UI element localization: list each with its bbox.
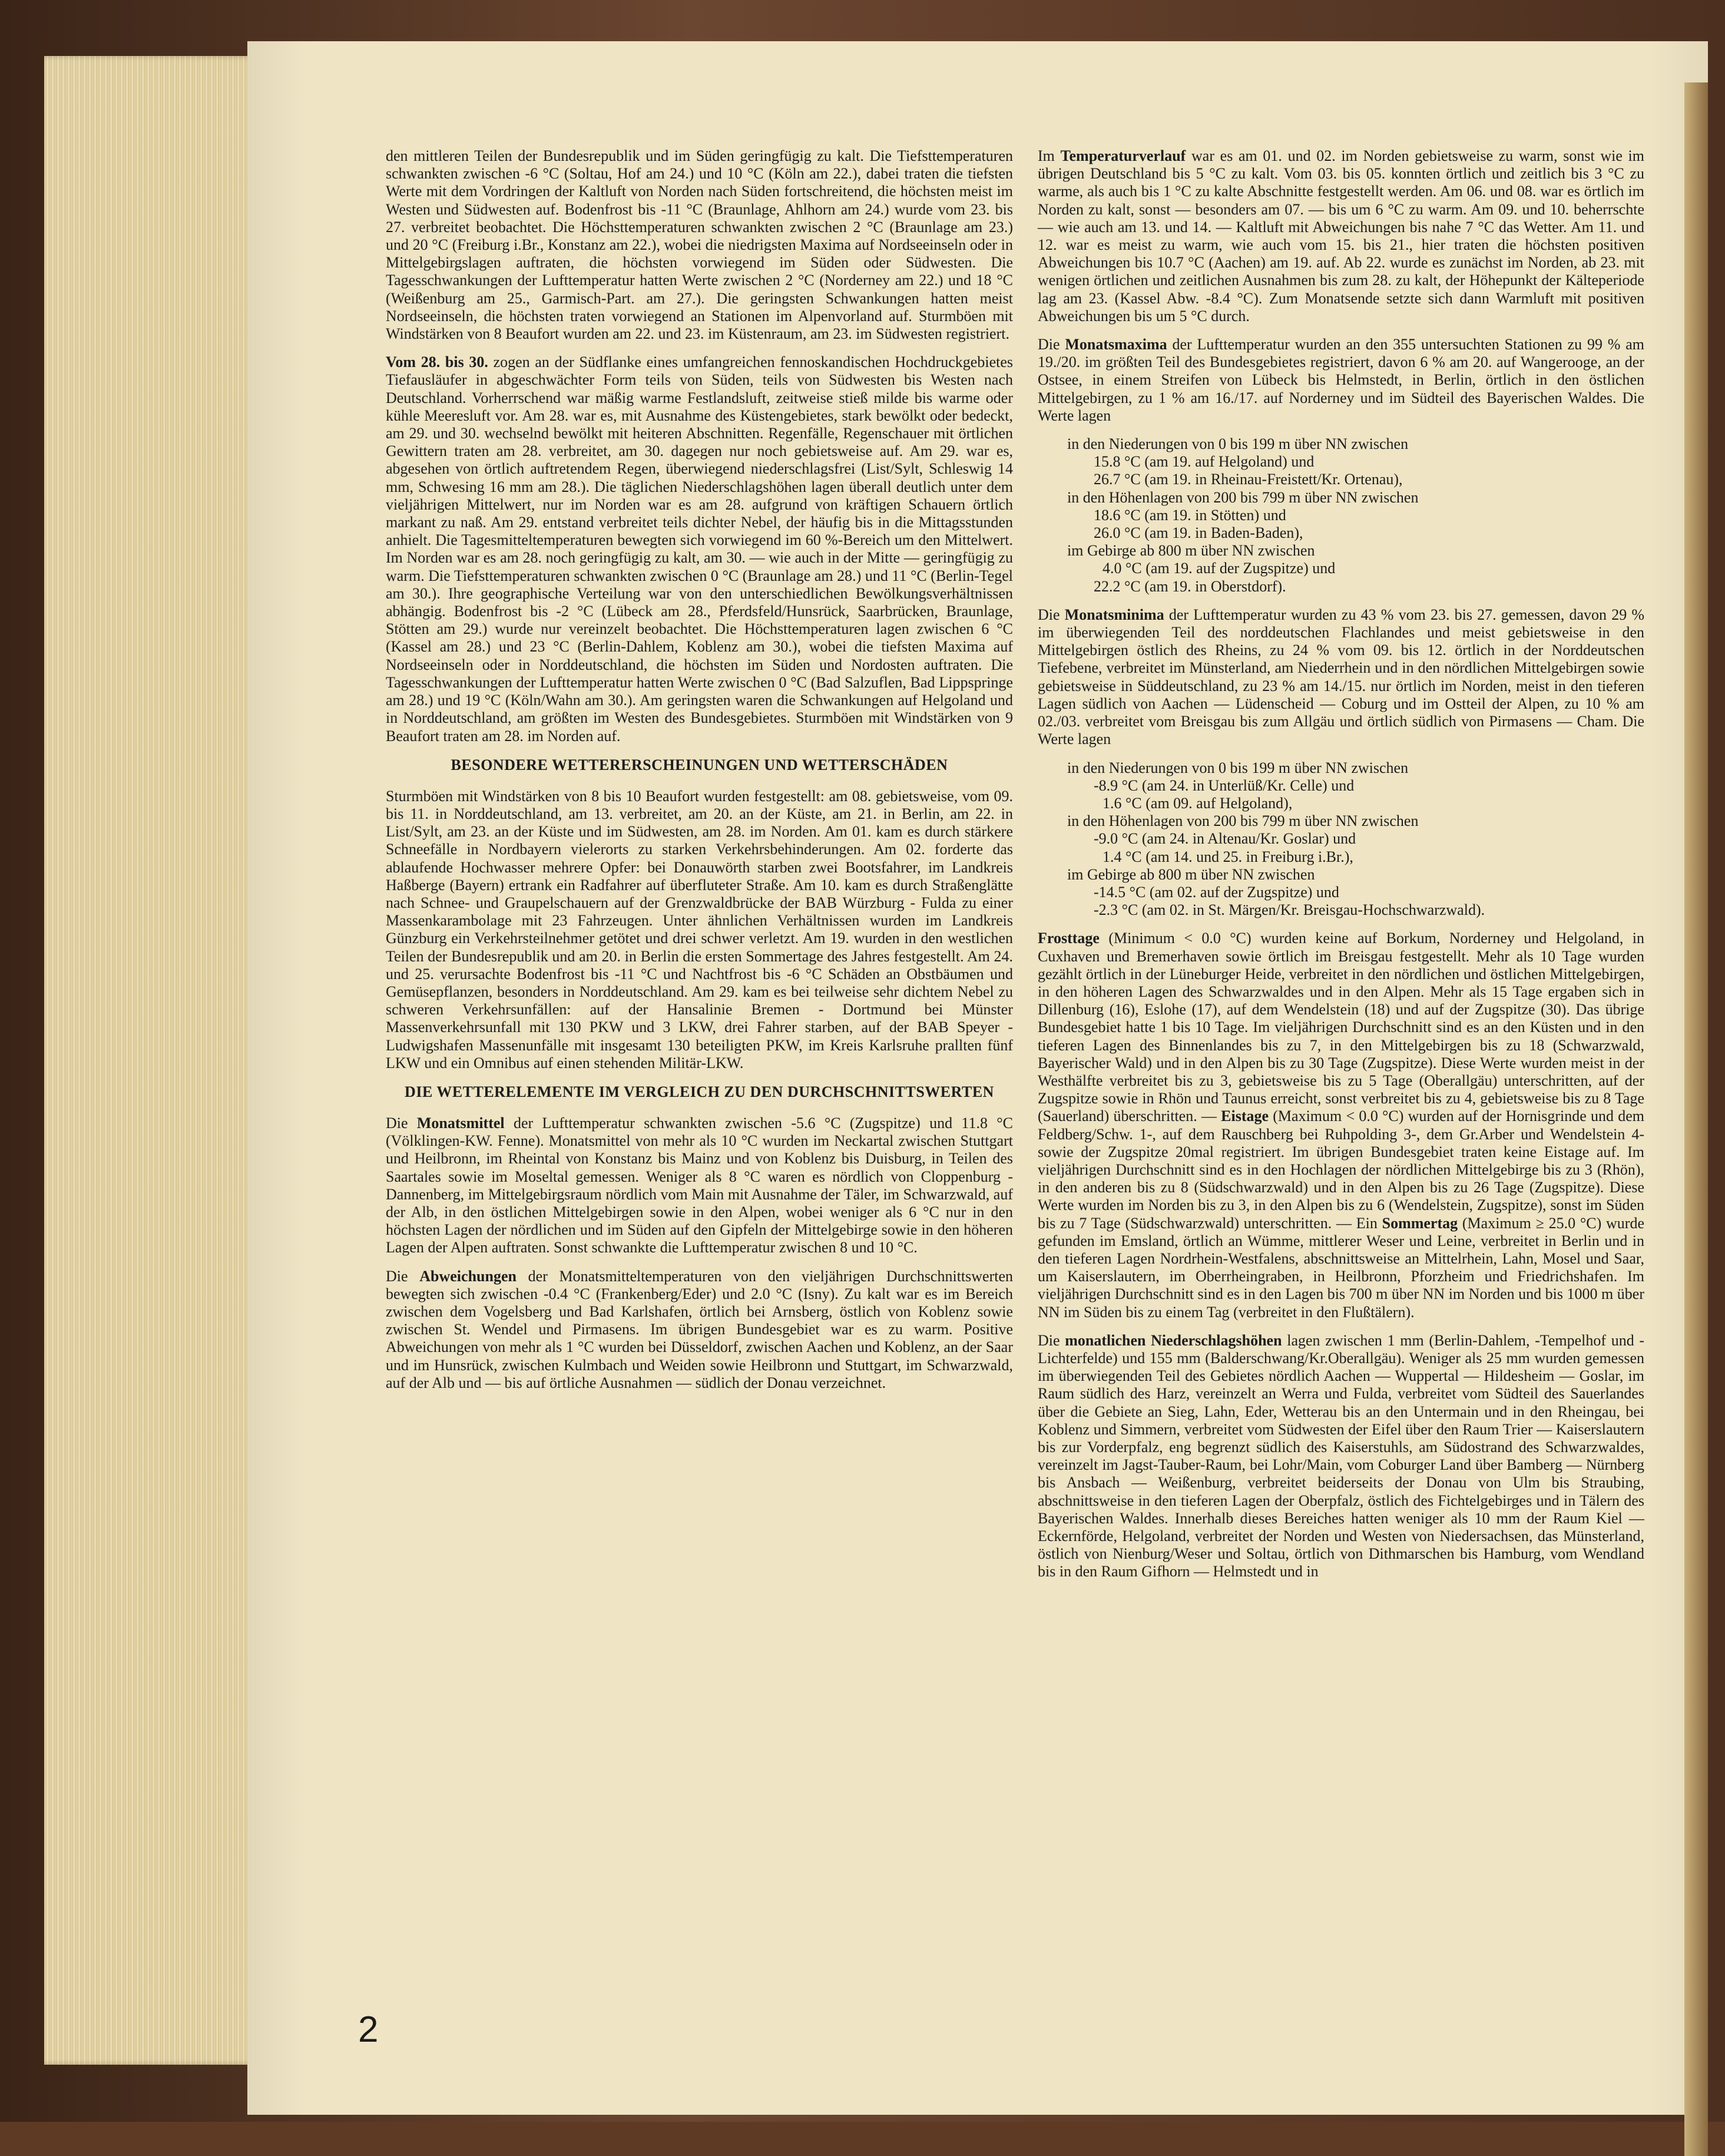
list-item: 1.4 °C (am 14. und 25. in Freiburg i.Br.), (1102, 848, 1353, 865)
book-page-edges (44, 56, 256, 2065)
text-pre: Die (386, 1114, 408, 1132)
paragraph-text: der Monatsmitteltemperaturen von den vieljährigen Durchschnittswerten bewegten sich zwischen -0.4 °C (Frankenberg/Eder) und 2.0 °C (Isny). Zu kalt war es im Bereich zwischen dem Vogelsberg und Bad Karlshafen, örtlich bei Arnsberg, östlich von Koblenz sowie zwischen St. Wendel und Pirmasens. Im übrigen Bundesgebiet war es zu warm. Positive Abweichungen von mehr als 1 °C wurden bei Düsseldorf, zwischen Aachen und Koblenz, an der Saar und im Hunsrück, zwischen Kulmbach und Weiden sowie Heilbronn und Stuttgart, im Schwarzwald, auf der Alb und — bis auf örtliche Ausnahmen — südlich der Donau verzeichnet. (386, 1267, 1014, 1391)
paragraph-deviations (386, 1268, 1013, 1392)
page-number: 2 (358, 2009, 379, 2050)
heading-weather-elements: DIE WETTERELEMENTE IM VERGLEICH ZU DEN DURCHSCHNITTSWERTEN (405, 1083, 994, 1100)
lead-period-28-30: Vom 28. bis 30. (386, 353, 488, 371)
paragraph-frost-days (1038, 930, 1644, 1321)
list-item: -8.9 °C (am 24. in Unterlüß/Kr. Celle) und (1094, 776, 1355, 794)
paragraph-text: (Minimum < 0.0 °C) wurden keine auf Borkum, Norderney und Helgoland, in Cuxhaven und Bremerhaven sowie örtlich im Breisgau festgestellt. Mehr als 10 Tage wurden gezählt örtlich in der Lüneburger Heide, verbreitet in den nördlichen und östlichen Mittelgebirgen, in den höheren Lagen des Schwarzwaldes und in den Alpen. Mehr als 15 Tage ergaben sich in Dillenburg (16), Eslohe (17), auf dem Wendelstein (18) und auf der Zugspitze (30). Das übrige Bundesgebiet hatte 1 bis 10 Tage. Im vieljährigen Durchschnitt sind es an den Küsten und in den tieferen Lagen des Binnenlandes bis zu 7, in den Mittelgebirgen bis zu 18 (Schwarzwald, Bayerischer Wald) und in den Alpen bis zu 30 Tage (Zugspitze). Diese Werte wurden meist in der Westhälfte verbreitet bis zu 3, gebietsweise bis zu 5 Tage (Oberallgäu) unterschritten, auf der Zugspitze sowie in Rhön und Taunus erreicht, sonst verbreitet bis zu 4, gebietsweise bis zu 8 Tage (Sauerland) überschritten. — (1038, 930, 1644, 1125)
paragraph-text: der Lufttemperatur wurden an den 355 untersuchten Stationen zu 99 % am 19./20. im größten Teil des Bundesgebietes registriert, davon 6 % am 20. auf Wangerooge, an der Ostsee, in einem Streifen von Lübeck bis Helmstedt, in Berlin, örtlich in den östlichen Mittelgebirgen, zu 1 % am 16./17. auf Norderney und im Südteil des Bayerischen Waldes. Die Werte lagen (1038, 336, 1645, 424)
paragraph-weather-damage: Sturmböen mit Windstärken von 8 bis 10 Beaufort wurden festgestellt: am 08. gebietsweise, vom 09. bis 11. in Norddeutschland, am 13. verbreitet, am 20. an der Küste, am 21. in Berlin, am 22. in List/Sylt, am 23. an der Küste und im Südwesten, am 28. im Norden. Am 01. kam es durch stärkere Schneefälle in Nordbayern vielerorts zu starken Verkehrsbehinderungen. Am 02. forderte das ablaufende Hochwasser mehrere Opfer: bei Donauwörth starben zwei Bootsfahrer, im Landkreis Haßberge (Bayern) ertrank ein Radfahrer auf überfluteter Straße. Am 10. kam es durch Straßenglätte nach Schnee- und Graupelschauern auf der Grenzwaldbrücke der BAB Würzburg - Fulda zu einer Massenkarambolage mit 23 Fahrzeugen. Unter ähnlichen Verhältnissen wurden im Landkreis Günzburg ein Verkehrsteilnehmer getötet und drei schwer verletzt. Am 19. wurden in den westlichen Teilen der Bundesrepublik und am 20. in Berlin die ersten Sommertage des Jahres festgestellt. Am 24. und 25. verursachte Bodenfrost bis -11 °C und Nachtfrost bis -6 °C Schäden an Obstbäumen und Gemüsepflanzen, besonders in Norddeutschland. Am 29. kam es bei teilweise sehr dichtem Nebel zu schweren Verkehrsunfällen: auf der Hansalinie Bremen - Dortmund bei Münster Massenverkehrsunfall mit 130 PKW und 3 LKW, drei Fahrer starben, auf der BAB Speyer - Ludwigshafen Massenunfälle mit insgesamt 130 beteiligten PKW, im Kreis Karlsruhe prallten fünf LKW und ein Omnibus auf einen stehenden Militär-LKW. (386, 787, 1013, 1072)
maxima-value-list (1038, 435, 1644, 596)
text-pre: Die (1038, 1331, 1060, 1349)
paragraph-monthly-maxima (1038, 336, 1644, 425)
minima-value-list (1038, 759, 1644, 920)
paragraph-text: (Maximum < 0.0 °C) wurden auf der Hornisgrinde und dem Feldberg/Schw. 1-, auf dem Rauschberg bei Ruhpolding 3-, dem Gr.Arber und Wendelstein 4- sowie der Zugspitze 20mal registriert. Im übrigen Bundesgebiet traten keine Eistage auf. Im vieljährigen Durchschnitt sind es in den Hochlagen der nördlichen Mittelgebirge bis zu 3 (Rhön), in den anderen bis zu 8 (Südschwarzwald) und in den Alpen bis zu 26 Tage (Zugspitze). Diese Werte wurden im Norden bis zu 3, in den Alpen bis zu 6 (Wendelstein, Zugspitze), sonst im Süden bis zu 7 Tage (Südschwarzwald) unterschritten. — Ein (1038, 1107, 1645, 1232)
paragraph-monthly-mean (386, 1115, 1013, 1257)
paragraph-temperature-course (1038, 147, 1644, 325)
list-item: in den Höhenlagen von 200 bis 799 m über NN zwischen (1067, 488, 1419, 506)
paragraph-text: lagen zwischen 1 mm (Berlin-Dahlem, -Tempelhof und -Lichterfelde) und 155 mm (Balderschwang/Kr.Oberallgäu). Weniger als 25 mm wurden gemessen im überwiegenden Teil des Gebietes nördlich Aachen — Wuppertal — Hildesheim — Goslar, im Raum südlich des Harz, vereinzelt an Werra und Fulda, verbreitet vom Südteil des Sauerlandes über die Gebiete an Sieg, Lahn, Eder, Wetterau bis an den Untermain und in den Rheingau, bei Koblenz und Simmern, verbreitet vom Südwesten der Eifel über den Raum Trier — Kaiserslautern bis zur Vorderpfalz, eng begrenzt südlich des Kaiserstuhls, am Südostrand des Schwarzwaldes, vereinzelt im Jagst-Tauber-Raum, bei Lohr/Main, vom Coburger Land über Bamberg — Nürnberg bis Ansbach — Weißenburg, verbreitet beiderseits der Donau von Ulm bis Straubing, abschnittsweise in den tieferen Lagen der Oberpfalz, östlich des Fichtelgebirges und in Tälern des Bayerischen Waldes. Innerhalb dieses Bereiches hatten weniger als 10 mm der Raum Kiel — Eckernförde, Helgoland, verbreitet der Norden und Westen von Niedersachsen, das Münsterland, östlich von Nienburg/Weser und Soltau, örtlich von Dithmarschen bis Hamburg, vom Wendland bis in den Raum Gifhorn — Helmstedt und in (1038, 1331, 1645, 1580)
lead-abweichungen: Abweichungen (419, 1267, 516, 1285)
list-item: 22.2 °C (am 19. in Oberstdorf). (1094, 577, 1286, 595)
paragraph-temperatures-continued: den mittleren Teilen der Bundesrepublik und im Süden geringfügig zu kalt. Die Tiefsttemperaturen schwankten zwischen -6 °C (Soltau, Hof am 24.) und 10 °C (Köln am 22.), dabei traten die tiefsten Werte mit dem Vordringen der Kaltluft von Norden nach Süden fortschreitend, die höchsten meist im Westen und Südwesten auf. Bodenfrost bis -11 °C (Braunlage, Ahlhorn am 24.) wurde vom 23. bis 27. verbreitet beobachtet. Die Höchsttemperaturen schwankten zwischen 2 °C (Braunlage am 23.) und 20 °C (Freiburg i.Br., Konstanz am 22.), wobei die niedrigsten Maxima auf Nordseeinseln oder in Mittelgebirgslagen auftraten, die höchsten vorwiegend im Süden oder Südwesten. Die Tagesschwankungen der Lufttemperatur hatten Werte zwischen 2 °C (Norderney am 22.) und 18 °C (Weißenburg am 25., Garmisch-Part. am 27.). Die geringsten Schwankungen hatten meist Nordseeinseln, die höchsten traten vorwiegend an Stationen im Alpenvorland auf. Sturmböen mit Windstärken von 8 Beaufort wurden am 22. und 23. im Küstenraum, am 23. im Südwesten registriert. (386, 147, 1013, 343)
list-item: in den Höhenlagen von 200 bis 799 m über NN zwischen (1067, 812, 1419, 830)
lead-monatsmittel: Monatsmittel (416, 1114, 505, 1132)
text-pre: Die (1038, 606, 1060, 623)
list-item: in den Niederungen von 0 bis 199 m über NN zwischen (1067, 435, 1409, 453)
list-item: 18.6 °C (am 19. in Stötten) und (1094, 506, 1286, 524)
list-item: 26.0 °C (am 19. in Baden-Baden), (1094, 524, 1303, 542)
paragraph-text: zogen an der Südflanke eines umfangreichen fennoskandischen Hochdruckgebietes Tiefausläufer in abgeschwächter Form teils von Süden, teils von Südwesten bis Westen nach Deutschland. Vorherrschend war mäßig warme Festlandsluft, zeitweise stieß milde bis warme oder kühle Meeresluft vor. Am 28. war es, mit Ausnahme des Küstengebietes, stark bewölkt oder bedeckt, am 29. und 30. wechselnd bewölkt mit heiteren Abschnitten. Regenfälle, Regenschauer mit örtlichen Gewittern traten am 28. verbreitet, am 30. dagegen nur noch gebietsweise auf. Am 29. war es, abgesehen von örtlich auftretendem Regen, überwiegend niederschlagsfrei (List/Sylt, Schleswig 14 mm, Schwesing 16 mm am 28.). Die täglichen Niederschlagshöhen lagen überall deutlich unter dem vieljährigen Mittelwert, nur im Norden war es am 28. aufgrund von kräftigen Schauern örtlich markant zu naß. Am 29. entstand verbreitet teils dichter Nebel, der häufig bis in die Mittagsstunden anhielt. Die Tagesmitteltemperaturen bewegten sich vorwiegend im 60 %-Bereich um den Mittelwert. Im Norden war es am 28. noch geringfügig zu kalt, am 30. — wie auch in der Mitte — geringfügig zu warm. Die Tiefsttemperaturen schwankten zwischen 0 °C (Braunlage am 28.) und 11 °C (Berlin-Tegel am 30.). Ihre geographische Verteilung war von den unterschiedlichen Bewölkungsverhältnissen abhängig. Bodenfrost bis -2 °C (Lübeck am 28., Pferdsfeld/Hunsrück, Saarbrücken, Braunlage, Stötten am 29.) wurde nur vereinzelt beobachtet. Die Höchsttemperaturen lagen zwischen 6 °C (Kassel am 28.) und 23 °C (Berlin-Dahlem, Koblenz am 30.), wobei die tiefsten Maxima auf Nordseeinseln oder in Norddeutschland, die höchsten im Süden und Nordosten auftraten. Die Tagesschwankungen der Lufttemperatur hatten Werte zwischen 0 °C (Bad Salzuflen, Bad Lippspringe am 28.) und 19 °C (Köln/Wahn am 30.). Am geringsten waren die Schwankungen auf Helgoland und in Norddeutschland, am größten im Westen des Bundesgebietes. Sturmböen mit Windstärken von 9 Beaufort traten am 28. im Norden auf. (386, 353, 1013, 745)
lead-monatsminima: Monatsminima (1064, 606, 1164, 623)
left-column (386, 147, 1013, 1403)
text-pre: Die (386, 1267, 408, 1285)
list-item: im Gebirge ab 800 m über NN zwischen (1067, 865, 1315, 883)
paragraph-28-to-30 (386, 353, 1013, 745)
lead-eistage: Eistage (1221, 1107, 1269, 1125)
text-pre: Im (1038, 147, 1055, 164)
lead-sommertag: Sommertag (1382, 1214, 1458, 1232)
paragraph-precipitation (1038, 1332, 1644, 1581)
lead-frosttage: Frosttage (1038, 930, 1100, 947)
list-item: -9.0 °C (am 24. in Altenau/Kr. Goslar) und (1094, 830, 1356, 848)
lead-monatsmaxima: Monatsmaxima (1065, 336, 1167, 353)
list-item: -14.5 °C (am 02. auf der Zugspitze) und (1094, 883, 1339, 901)
list-item: 4.0 °C (am 19. auf der Zugspitze) und (1102, 560, 1336, 577)
list-item: -2.3 °C (am 02. in St. Märgen/Kr. Breisgau-Hochschwarzwald). (1094, 901, 1485, 919)
text-pre: Die (1038, 336, 1060, 353)
right-column (1038, 147, 1644, 1592)
list-item: 1.6 °C (am 09. auf Helgoland), (1102, 794, 1293, 812)
page-right-edge (1684, 82, 1708, 2156)
lead-niederschlagshoehen: monatlichen Niederschlagshöhen (1065, 1331, 1282, 1349)
heading-special-weather: BESONDERE WETTERERSCHEINUNGEN UND WETTERSCHÄDEN (451, 756, 948, 773)
paragraph-text: war es am 01. und 02. im Norden gebietsweise zu warm, sonst wie im übrigen Deutschland bis 5 °C zu kalt. Vom 03. bis 05. konnten örtlich und zeitlich bis 3 °C zu warme, als auch bis 1 °C zu kalte Abschnitte festgestellt werden. Am 06. und 08. war es örtlich im Norden zu kalt, sonst — besonders am 07. — bis um 6 °C zu warm. Am 09. und 10. beherrschte — wie auch am 13. und 14. — Kaltluft mit Abweichungen bis nahe 7 °C das Wetter. Am 11. und 12. war es meist zu warm, wie auch vom 15. bis 21., hier traten die höchsten positiven Abweichungen bis 10.7 °C (Aachen) am 19. auf. Ab 22. wurde es zunächst im Norden, ab 23. mit wenigen örtlichen und zeitlichen Ausnahmen bis zum 28. zu kalt, der Höhepunkt der Kälteperiode lag am 23. (Kassel Abw. -8.4 °C). Zum Monatsende setzte sich dann Warmluft mit positiven Abweichungen bis um 5 °C durch. (1038, 147, 1645, 325)
paragraph-text: der Lufttemperatur wurden zu 43 % vom 23. bis 27. gemessen, davon 29 % im überwiegenden Teil des norddeutschen Flachlandes und meist gebietsweise in den Mittelgebirgen östlich des Rheins, zu 24 % vom 09. bis 12. örtlich in der Norddeutschen Tiefebene, verbreitet im Münsterland, am Niederrhein und in den nördlichen Mittelgebirgen sowie gebietsweise in Süddeutschland, zu 23 % am 14./15. nur örtlich im Norden, meist in den tieferen Lagen südlich von Aachen — Lüdenscheid — Coburg und im Ostteil der Alpen, zu 10 % am 02./03. verbreitet vom Breisgau bis zum Allgäu und örtlich südlich von Pirmasens — Cham. Die Werte lagen (1038, 606, 1645, 748)
list-item: in den Niederungen von 0 bis 199 m über NN zwischen (1067, 759, 1409, 776)
paragraph-text: (Maximum ≥ 25.0 °C) wurde gefunden im Emsland, örtlich an Wümme, mittlerer Weser und Leine, verbreitet in Berlin und in den tieferen Lagen Nordrhein-Westfalens, abschnittsweise an Mittelrhein, Lahn, Mosel und Saar, um Kaiserslautern, im Oberrheingraben, in Heilbronn, Pforzheim und Friedrichshafen. Im vieljährigen Durchschnitt sind es in den Lagen bis 700 m über NN im Norden und bis 1000 m über NN im Süden bis zu einem Tag (verbreitet in den Flußtälern). (1038, 1214, 1644, 1321)
paragraph-text: der Lufttemperatur schwankten zwischen -5.6 °C (Zugspitze) und 11.8 °C (Völklingen-KW. Fenne). Monatsmittel von mehr als 10 °C wurden im Neckartal zwischen Stuttgart und Heilbronn, im Rheintal von Konstanz bis Mainz und von Koblenz bis Duisburg, in Teilen des Saartales sowie im Moseltal gemessen. Weniger als 8 °C waren es nördlich von Cloppenburg - Dannenberg, im Mittelgebirgsraum nördlich vom Main mit Ausnahme der Täler, im Schwarzwald, auf der Alb, in den östlichen Mittelgebirgen sowie in den Alpen, wobei weniger als 6 °C nur in den höchsten Lagen der nördlichen und im Süden auf den Gipfeln der Mittelgebirge sowie in den höheren Lagen der Alpen auftraten. Sonst schwankte die Lufttemperatur zwischen 8 und 10 °C. (386, 1114, 1014, 1256)
list-item: im Gebirge ab 800 m über NN zwischen (1067, 542, 1315, 560)
paragraph-monthly-minima (1038, 606, 1644, 749)
list-item: 15.8 °C (am 19. auf Helgoland) und (1094, 453, 1315, 471)
list-item: 26.7 °C (am 19. in Rheinau-Freistett/Kr. Ortenau), (1094, 471, 1403, 488)
lead-temperaturverlauf: Temperaturverlauf (1060, 147, 1186, 164)
